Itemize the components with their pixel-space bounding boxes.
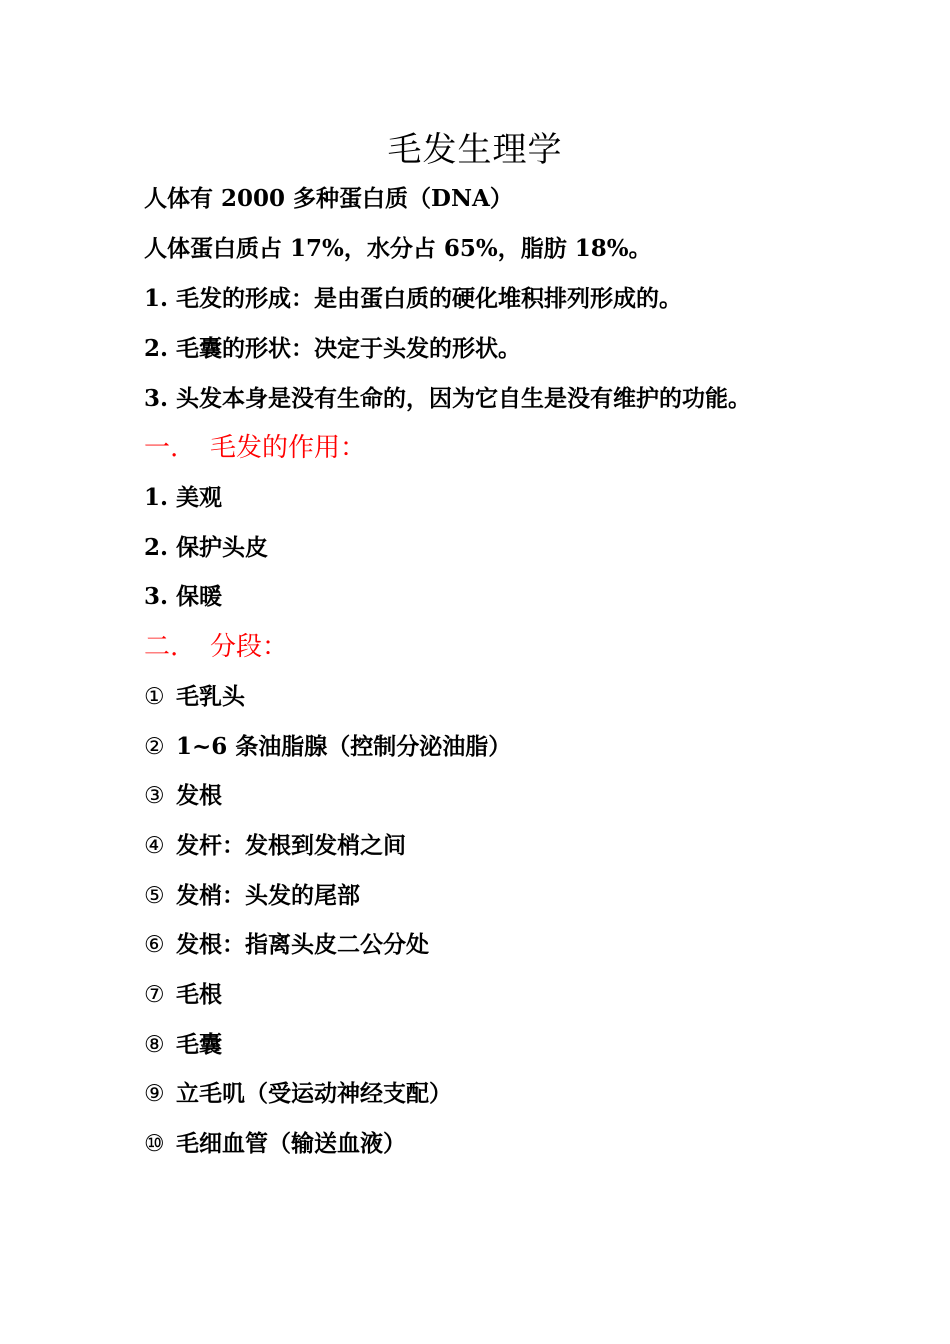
segment-item <box>144 781 222 811</box>
section-number: 一. <box>144 433 179 463</box>
list-number: 1. <box>144 285 169 312</box>
list-item <box>144 533 268 563</box>
intro-list-item <box>144 384 751 414</box>
intro-line-composition: 人体蛋白质占 17%，水分占 65%，脂肪 18%。 <box>144 235 652 262</box>
circled-number: ⑤ <box>144 883 165 909</box>
list-text: 毛发的形成：是由蛋白质的硬化堆积排列形成的。 <box>176 285 682 312</box>
circled-number: ③ <box>144 783 165 809</box>
list-number: 2. <box>144 335 169 362</box>
circled-number: ④ <box>144 833 165 859</box>
list-number: 1. <box>144 484 169 511</box>
page-title: 毛发生理学 <box>387 130 563 170</box>
list-number: 3. <box>144 583 169 610</box>
segment-item <box>144 980 222 1010</box>
list-item <box>144 483 222 513</box>
circled-number: ① <box>144 684 165 710</box>
section-title: 毛发的作用： <box>210 433 367 463</box>
list-text: 毛囊的形状：决定于头发的形状。 <box>176 335 521 362</box>
circled-number: ⑨ <box>144 1081 165 1107</box>
segment-text: 1~6 条油脂腺（控制分泌油脂） <box>176 733 512 760</box>
intro-line-protein-count: 人体有 2000 多种蛋白质（DNA） <box>144 185 513 212</box>
section-heading-hair-function <box>144 433 366 463</box>
list-text: 保护头皮 <box>176 534 268 561</box>
list-text: 美观 <box>176 484 222 511</box>
segment-item <box>144 1129 406 1159</box>
list-number: 2. <box>144 534 169 561</box>
circled-number: ⑩ <box>144 1131 165 1157</box>
segment-text: 毛乳头 <box>176 683 245 710</box>
segment-item <box>144 1079 452 1109</box>
segment-item <box>144 930 429 960</box>
segment-item <box>144 1030 222 1060</box>
circled-number: ⑥ <box>144 932 165 958</box>
list-text: 保暖 <box>176 583 222 610</box>
segment-text: 毛囊 <box>176 1031 222 1058</box>
list-item <box>144 582 222 612</box>
segment-item <box>144 682 245 712</box>
segment-text: 毛细血管（输送血液） <box>176 1130 406 1157</box>
segment-text: 发根 <box>176 782 222 809</box>
section-heading-segments <box>144 632 288 662</box>
circled-number: ⑧ <box>144 1032 165 1058</box>
segment-item <box>144 732 511 762</box>
circled-number: ⑦ <box>144 982 165 1008</box>
list-number: 3. <box>144 385 169 412</box>
segment-text: 发梢：头发的尾部 <box>176 882 360 909</box>
segment-text: 发根：指离头皮二公分处 <box>176 931 429 958</box>
list-text: 头发本身是没有生命的，因为它自生是没有维护的功能。 <box>176 385 751 412</box>
segment-item <box>144 881 360 911</box>
circled-number: ② <box>144 734 165 760</box>
segment-text: 发杆：发根到发梢之间 <box>176 832 406 859</box>
segment-text: 立毛叽（受运动神经支配） <box>176 1080 452 1107</box>
segment-item <box>144 831 406 861</box>
segment-text: 毛根 <box>176 981 222 1008</box>
intro-list-item <box>144 334 521 364</box>
section-number: 二. <box>144 632 179 662</box>
section-title: 分段： <box>210 632 289 662</box>
intro-list-item <box>144 284 682 314</box>
